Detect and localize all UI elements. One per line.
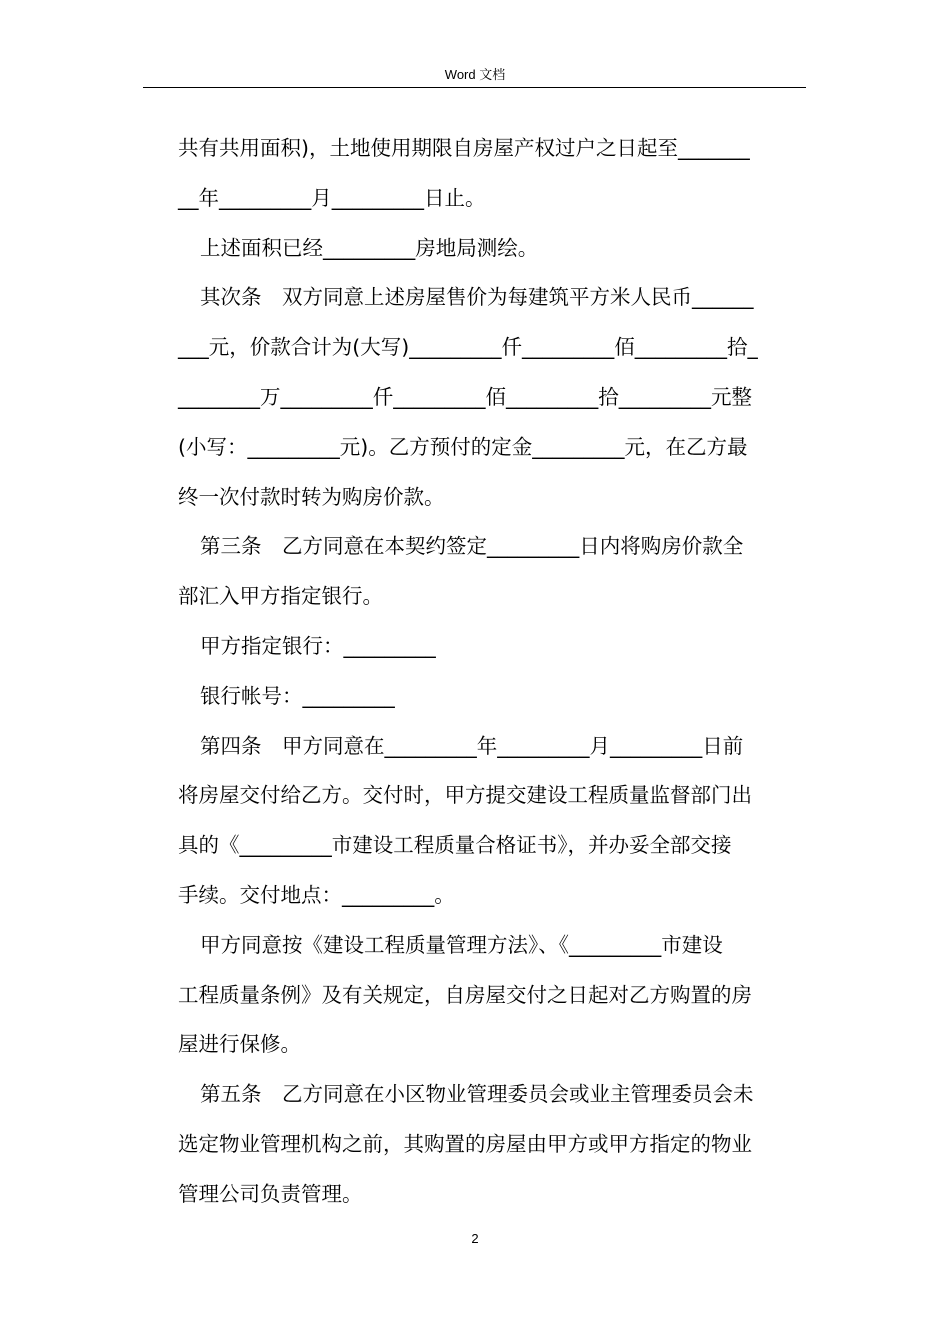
text-line: 甲方同意按《建设工程质量管理方法》、《_________市建设: [200, 932, 723, 957]
text-line: __年_________月_________日止。: [178, 185, 486, 210]
header-divider: [143, 87, 806, 88]
page-number: 2: [471, 1231, 479, 1246]
text-line: (小写：_________元)。乙方预付的定金_________元，在乙方最: [178, 434, 748, 459]
clause-line: 第四条 甲方同意在_________年_________月_________日前: [200, 733, 744, 758]
text-line: ________万_________仟_________佰_________拾_________元整: [178, 384, 752, 409]
text-line: 将房屋交付给乙方。交付时，甲方提交建设工程质量监督部门出: [178, 783, 752, 808]
text-line: 管理公司负责管理。: [178, 1181, 363, 1206]
text-line: 甲方指定银行：_________: [200, 633, 436, 658]
clause-line: 第五条 乙方同意在小区物业管理委员会或业主管理委员会未: [200, 1082, 754, 1107]
text-line: ___元，价款合计为(大写)_________仟_________佰_________拾_: [178, 335, 758, 360]
page-header: Word 文档: [444, 67, 506, 82]
clause-line: 其次条 双方同意上述房屋售价为每建筑平方米人民币______: [200, 285, 754, 310]
text-line: 部汇入甲方指定银行。: [178, 584, 383, 609]
text-line: 选定物业管理机构之前，其购置的房屋由甲方或甲方指定的物业: [178, 1131, 752, 1156]
text-line: 工程质量条例》及有关规定，自房屋交付之日起对乙方购置的房: [178, 982, 752, 1007]
text-line: 上述面积已经_________房地局测绘。: [200, 235, 539, 260]
text-line: 手续。交付地点：_________。: [178, 882, 455, 907]
text-line: 终一次付款时转为购房价款。: [178, 484, 445, 509]
text-line: 共有共用面积)，土地使用期限自房屋产权过户之日起至_______: [178, 136, 750, 160]
text-line: 银行帐号：_________: [200, 683, 395, 708]
document-body: [178, 124, 806, 1220]
text-line: 具的《_________市建设工程质量合格证书》，并办妥全部交接: [178, 833, 732, 858]
clause-line: 第三条 乙方同意在本契约签定_________日内将购房价款全: [200, 534, 744, 559]
text-line: 屋进行保修。: [178, 1032, 301, 1057]
